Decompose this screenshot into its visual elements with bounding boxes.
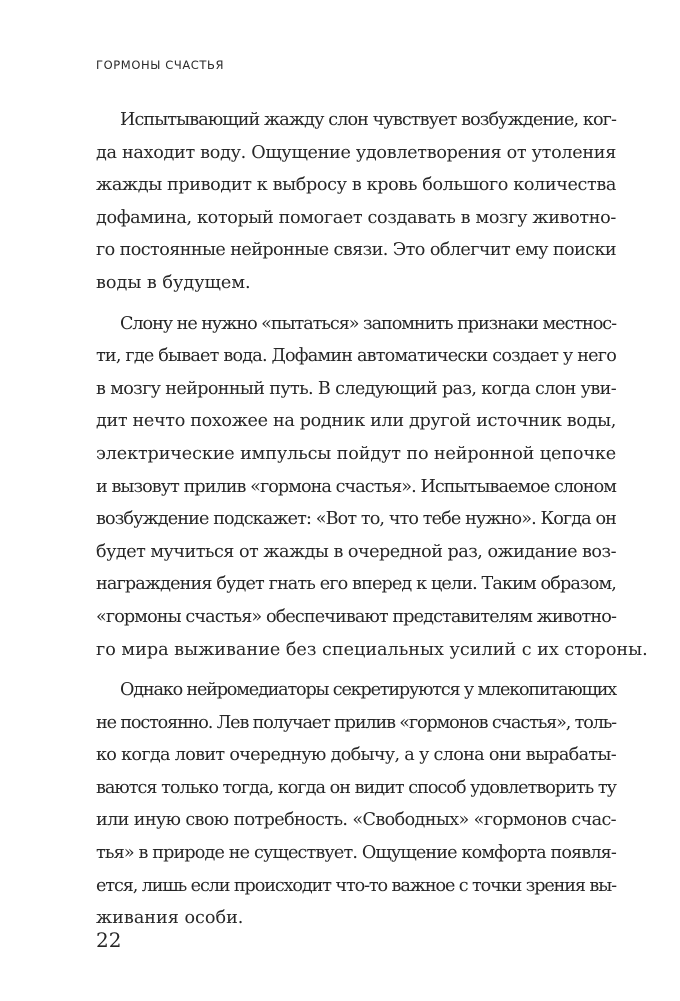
text-line: го мира выживание без специальных усилий с их стороны.	[96, 639, 648, 660]
text-line: Испытывающий жажду слон чувствует возбуждение, ког-	[120, 110, 616, 130]
text-line: возбуждение подскажет: «Вот то, что тебе нужно». Когда он	[96, 509, 616, 530]
text-line: воды в будущем.	[96, 272, 251, 293]
text-line: Однако нейромедиаторы секретируются у млекопитающих	[120, 680, 616, 701]
text-line: да находит воду. Ощущение удовлетворения от утоления	[96, 142, 616, 163]
text-line: и вызовут прилив «гормона счастья». Испытываемое слоном	[96, 476, 616, 497]
text-line: награждения будет гнать его вперед к цели. Таким образом,	[96, 574, 616, 595]
paragraph-1	[96, 104, 616, 300]
text-line: го постоянные нейронные связи. Это облегчит ему поиски	[96, 240, 616, 261]
text-line: ется, лишь если происходит что-то важное с точки зрения вы-	[96, 875, 616, 896]
text-line: будет мучиться от жажды в очередной раз, ожидание воз-	[96, 541, 616, 562]
running-head: ГОРМОНЫ СЧАСТЬЯ	[96, 58, 225, 72]
text-line: в мозгу нейронный путь. В следующий раз, когда слон уви-	[96, 378, 616, 399]
text-line: дофамина, который помогает создавать в мозгу животно-	[96, 207, 616, 228]
text-line: тья» в природе не существует. Ощущение комфорта появля-	[96, 843, 616, 864]
text-line: «гормоны счастья» обеспечивают представителям животно-	[96, 606, 616, 627]
text-line: ко когда ловит очередную добычу, а у слона они вырабаты-	[96, 745, 616, 766]
paragraph-2	[96, 308, 648, 667]
text-line: Слону не нужно «пытаться» запомнить признаки местнос-	[120, 313, 616, 334]
text-line: живания особи.	[96, 908, 244, 929]
text-line: электрические импульсы пойдут по нейронной цепочке	[96, 443, 616, 464]
text-line: ти, где бывает вода. Дофамин автоматически создает у него	[96, 346, 616, 367]
text-line: не постоянно. Лев получает прилив «гормонов счастья», толь-	[96, 712, 616, 733]
paragraph-3	[96, 674, 616, 935]
text-line: ваются только тогда, когда он видит способ удовлетворить ту	[96, 777, 616, 798]
text-line: или иную свою потребность. «Свободных» «гормонов счас-	[96, 810, 616, 831]
body-text	[96, 104, 648, 935]
page-number: 22	[96, 928, 122, 952]
text-line: дит нечто похожее на родник или другой источник воды,	[96, 411, 616, 432]
text-line: жажды приводит к выбросу в кровь большого количества	[96, 175, 616, 196]
